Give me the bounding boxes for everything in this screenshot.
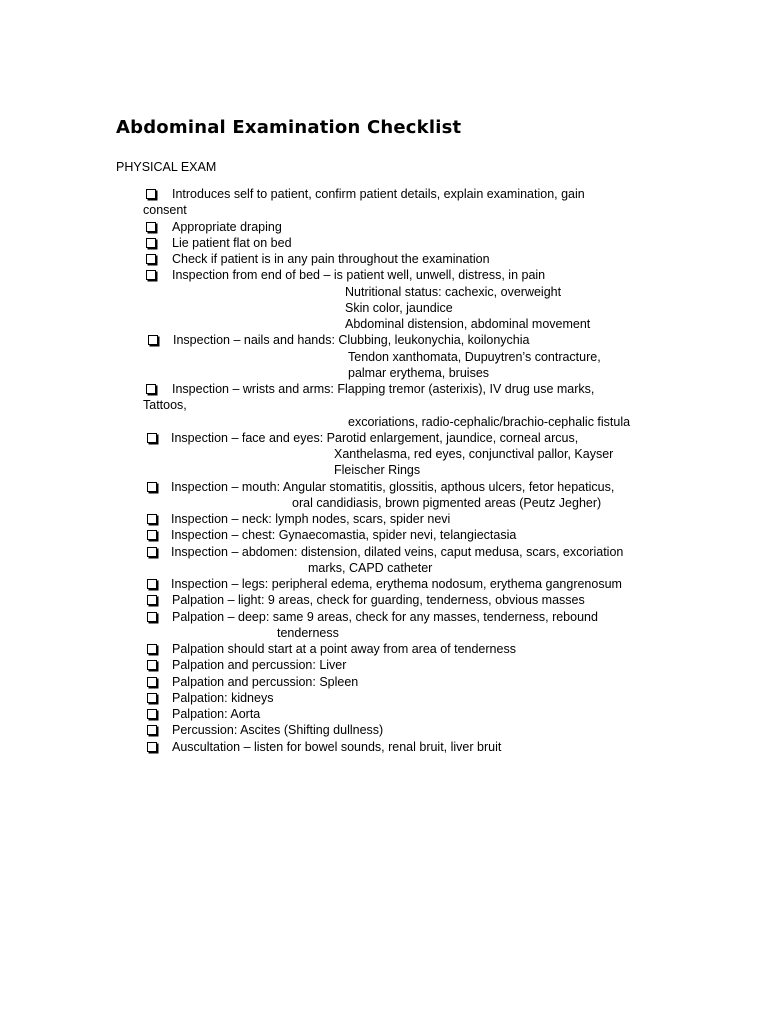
list-item-text: Palpation: Aorta <box>172 707 261 721</box>
list-item-text: Inspection – neck: lymph nodes, scars, spider nevi <box>171 512 451 526</box>
list-item-text: consent <box>143 203 187 218</box>
list-item-text: Inspection – wrists and arms: Flapping tremor (asterixis), IV drug use marks, <box>172 382 595 396</box>
checkbox-icon[interactable] <box>146 384 156 394</box>
checkbox-icon[interactable] <box>146 254 156 264</box>
checkbox-icon[interactable] <box>147 693 157 703</box>
list-item-text: Lie patient flat on bed <box>172 235 292 250</box>
list-item-text: palmar erythema, bruises <box>348 365 490 380</box>
list-item-text: Abdominal distension, abdominal movement <box>345 317 591 331</box>
checkbox-icon[interactable] <box>147 612 157 622</box>
list-item-text: Appropriate draping <box>172 219 282 234</box>
list-item-text: oral candidiasis, brown pigmented areas (Peutz Jegher) <box>292 495 602 510</box>
checkbox-icon[interactable] <box>146 189 156 199</box>
list-item-text: Fleischer Rings <box>334 463 421 478</box>
list-item-text: Palpation should start at a point away from area of tenderness <box>172 642 516 656</box>
section-heading: PHYSICAL EXAM <box>116 160 217 174</box>
list-item-text: Inspection from end of bed – is patient well, unwell, distress, in pain <box>172 268 546 283</box>
checkbox-icon[interactable] <box>148 335 158 345</box>
checkbox-icon[interactable] <box>146 270 156 280</box>
checkbox-icon[interactable] <box>147 660 157 670</box>
list-item-text: Inspection – nails and hands: Clubbing, leukonychia, koilonychia <box>173 333 530 348</box>
list-item-text: Inspection – legs: peripheral edema, erythema nodosum, erythema gangrenosum <box>171 577 622 591</box>
list-item-text: Xanthelasma, red eyes, conjunctival pallor, Kayser <box>334 447 614 461</box>
list-item-text: Tattoos, <box>143 398 187 413</box>
checkbox-icon[interactable] <box>146 238 156 248</box>
list-item-text: Palpation and percussion: Spleen <box>172 674 359 689</box>
list-item-text: Inspection – mouth: Angular stomatitis, glossitis, apthous ulcers, fetor hepaticus, <box>171 479 615 494</box>
checkbox-icon[interactable] <box>147 709 157 719</box>
list-item-text: Palpation – deep: same 9 areas, check for any masses, tenderness, rebound <box>172 609 598 624</box>
list-item-text: Check if patient is in any pain throughout the examination <box>172 252 490 266</box>
list-item-text: Inspection – abdomen: distension, dilated veins, caput medusa, scars, excoriation <box>171 544 624 559</box>
list-item-text: marks, CAPD catheter <box>308 560 433 575</box>
list-item-text: Palpation: kidneys <box>172 690 274 705</box>
checkbox-icon[interactable] <box>147 644 157 654</box>
checkbox-icon[interactable] <box>147 530 157 540</box>
checkbox-icon[interactable] <box>147 677 157 687</box>
list-item-text: Percussion: Ascites (Shifting dullness) <box>172 723 384 738</box>
checkbox-icon[interactable] <box>146 222 156 232</box>
list-item-text: Introduces self to patient, confirm patient details, explain examination, gain <box>172 187 585 201</box>
checkbox-icon[interactable] <box>147 547 157 557</box>
list-item-text: Palpation and percussion: Liver <box>172 658 347 673</box>
list-item-text: Inspection – chest: Gynaecomastia, spider nevi, telangiectasia <box>171 528 517 543</box>
checkbox-icon[interactable] <box>147 595 157 605</box>
checkbox-icon[interactable] <box>147 482 157 492</box>
list-item-text: excoriations, radio-cephalic/brachio-cephalic fistula <box>348 414 631 429</box>
page-title: Abdominal Examination Checklist <box>116 117 462 138</box>
checkbox-icon[interactable] <box>147 579 157 589</box>
checkbox-icon[interactable] <box>147 433 157 443</box>
list-item-text: Auscultation – listen for bowel sounds, renal bruit, liver bruit <box>172 739 502 754</box>
checkbox-icon[interactable] <box>147 725 157 735</box>
checkbox-icon[interactable] <box>147 742 157 752</box>
checkbox-icon[interactable] <box>147 514 157 524</box>
list-item-text: Nutritional status: cachexic, overweight <box>345 284 562 299</box>
list-item-text: Skin color, jaundice <box>345 300 453 315</box>
list-item-text: tenderness <box>277 625 339 640</box>
list-item-text: Inspection – face and eyes: Parotid enlargement, jaundice, corneal arcus, <box>171 430 579 445</box>
list-item-text: Tendon xanthomata, Dupuytren’s contracture, <box>348 349 601 364</box>
list-item-text: Palpation – light: 9 areas, check for guarding, tenderness, obvious masses <box>172 593 585 608</box>
